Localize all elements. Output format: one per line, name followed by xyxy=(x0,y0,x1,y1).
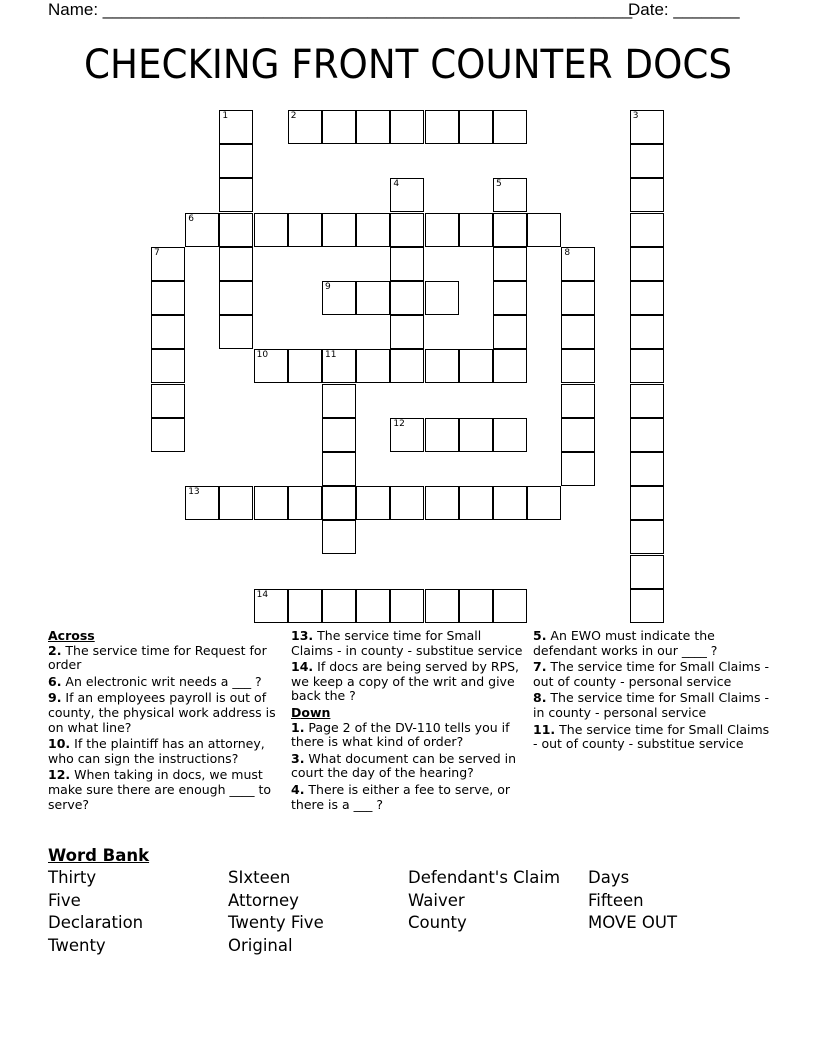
crossword-cell[interactable] xyxy=(630,110,664,144)
crossword-cell[interactable] xyxy=(288,213,322,247)
cell-number: 6 xyxy=(188,213,194,224)
crossword-cell[interactable] xyxy=(322,110,356,144)
date-field[interactable]: Date: _______ xyxy=(628,0,740,19)
crossword-cell[interactable] xyxy=(561,281,595,315)
clues-column-1 xyxy=(48,629,284,814)
crossword-cell[interactable] xyxy=(356,213,390,247)
cell-number: 3 xyxy=(632,111,639,121)
crossword-cell[interactable] xyxy=(185,213,219,247)
crossword-cell[interactable] xyxy=(219,281,253,315)
crossword-cell[interactable] xyxy=(561,247,595,281)
word-bank-item: Five xyxy=(48,891,81,910)
crossword-cell[interactable] xyxy=(322,486,356,520)
clue-across-13: 13. The service time for Small Claims - in county - substitue service xyxy=(291,628,523,658)
word-bank-item: Twenty Five xyxy=(228,913,324,932)
across-heading: Across xyxy=(48,628,95,643)
crossword-cell[interactable] xyxy=(630,418,664,452)
crossword-cell[interactable] xyxy=(459,589,493,623)
crossword-cell[interactable] xyxy=(356,110,390,144)
clue-down-3: 3. What document can be served in court the day of the hearing? xyxy=(291,750,517,781)
cell-number: 5 xyxy=(496,179,502,190)
crossword-cell[interactable] xyxy=(425,213,459,247)
crossword-cell[interactable] xyxy=(356,589,390,623)
clue-across-2: 2. The service time for Request for order xyxy=(48,642,267,673)
crossword-cell[interactable] xyxy=(322,418,356,452)
crossword-cell[interactable] xyxy=(254,486,288,520)
crossword-cell[interactable] xyxy=(390,349,424,383)
crossword-cell[interactable] xyxy=(356,349,390,383)
crossword-cell[interactable] xyxy=(630,486,664,520)
word-bank-title: Word Bank xyxy=(48,846,150,865)
clues-column-2 xyxy=(291,629,527,814)
crossword-cell[interactable] xyxy=(219,178,253,212)
crossword-cell[interactable] xyxy=(390,213,424,247)
word-bank-item: Thirty xyxy=(48,868,97,887)
crossword-cell[interactable] xyxy=(219,486,253,520)
crossword-cell[interactable] xyxy=(185,486,219,520)
clue-across-9: 9. If an employees payroll is out of county, the physical work address is on what line? xyxy=(48,690,276,735)
crossword-cell[interactable] xyxy=(493,315,527,349)
crossword-cell[interactable] xyxy=(151,418,185,452)
word-bank-item: Twenty xyxy=(48,936,106,955)
clue-across-14: 14. If docs are being served by RPS, we keep a copy of the writ and give back the ? xyxy=(291,659,520,704)
clue-down-1: 1. Page 2 of the DV-110 tells you if there is what kind of order? xyxy=(291,719,510,750)
crossword-cell[interactable] xyxy=(151,315,185,349)
crossword-cell[interactable] xyxy=(630,178,664,212)
crossword-cell[interactable] xyxy=(459,349,493,383)
crossword-cell[interactable] xyxy=(630,281,664,315)
crossword-cell[interactable] xyxy=(322,281,356,315)
crossword-cell[interactable] xyxy=(493,247,527,281)
cell-number: 9 xyxy=(325,282,331,292)
cell-number: 10 xyxy=(256,350,269,361)
crossword-cell[interactable] xyxy=(219,110,253,144)
cell-number: 13 xyxy=(188,487,200,498)
crossword-cell[interactable] xyxy=(322,384,356,418)
crossword-cell[interactable] xyxy=(151,384,185,418)
crossword-cell[interactable] xyxy=(390,178,424,212)
crossword-cell[interactable] xyxy=(151,349,185,383)
crossword-cell[interactable] xyxy=(425,589,459,623)
crossword-cell[interactable] xyxy=(390,110,424,144)
crossword-cell[interactable] xyxy=(493,213,527,247)
crossword-cell[interactable] xyxy=(425,418,459,452)
cell-number: 7 xyxy=(154,247,160,258)
crossword-cell[interactable] xyxy=(493,418,527,452)
clue-across-6: 6. An electronic writ needs a ___ ? xyxy=(48,673,262,689)
word-bank-item: SIxteen xyxy=(228,868,291,887)
clue-down-11: 11. The service time for Small Claims - out of county - substitue service xyxy=(533,721,770,752)
word-bank-item: Attorney xyxy=(228,891,299,910)
crossword-cell[interactable] xyxy=(288,110,322,144)
cell-number: 1 xyxy=(222,111,229,121)
word-bank-item: County xyxy=(408,913,467,932)
crossword-cell[interactable] xyxy=(356,486,390,520)
cell-number: 8 xyxy=(564,247,571,258)
crossword-cell[interactable] xyxy=(219,144,253,178)
crossword-cell[interactable] xyxy=(493,589,527,623)
crossword-cell[interactable] xyxy=(254,589,288,623)
crossword-cell[interactable] xyxy=(459,418,493,452)
crossword-cell[interactable] xyxy=(630,349,664,383)
clue-down-4: 4. There is either a fee to serve, or there is a ___ ? xyxy=(291,781,511,812)
word-bank-item: Defendant's Claim xyxy=(408,868,561,887)
crossword-cell[interactable] xyxy=(630,144,664,178)
clues-column-3 xyxy=(533,629,773,754)
crossword-cell[interactable] xyxy=(459,213,493,247)
crossword-cell[interactable] xyxy=(561,418,595,452)
crossword-cell[interactable] xyxy=(356,281,390,315)
crossword-cell[interactable] xyxy=(493,349,527,383)
word-bank-item: Original xyxy=(228,936,293,955)
crossword-cell[interactable] xyxy=(630,247,664,281)
crossword-cell[interactable] xyxy=(390,315,424,349)
crossword-cell[interactable] xyxy=(425,486,459,520)
crossword-cell[interactable] xyxy=(561,349,595,383)
crossword-cell[interactable] xyxy=(630,452,664,486)
crossword-cell[interactable] xyxy=(219,315,253,349)
crossword-cell[interactable] xyxy=(390,486,424,520)
crossword-cell[interactable] xyxy=(322,213,356,247)
cell-number: 12 xyxy=(393,418,405,429)
crossword-cell[interactable] xyxy=(390,589,424,623)
word-bank-item: Days xyxy=(588,868,630,887)
word-bank-item: MOVE OUT xyxy=(588,913,678,932)
crossword-cell[interactable] xyxy=(630,589,664,623)
crossword-cell[interactable] xyxy=(561,452,595,486)
crossword-cell[interactable] xyxy=(390,247,424,281)
crossword-cell[interactable] xyxy=(425,281,459,315)
crossword-cell[interactable] xyxy=(219,213,253,247)
crossword-cell[interactable] xyxy=(493,281,527,315)
crossword-cell[interactable] xyxy=(527,213,561,247)
cell-number: 2 xyxy=(290,111,297,121)
crossword-cell[interactable] xyxy=(630,384,664,418)
crossword-cell[interactable] xyxy=(561,315,595,349)
crossword-cell[interactable] xyxy=(322,589,356,623)
crossword-cell[interactable] xyxy=(151,247,185,281)
crossword-cell[interactable] xyxy=(322,520,356,554)
crossword-cell[interactable] xyxy=(527,486,561,520)
crossword-cell[interactable] xyxy=(493,486,527,520)
crossword-cell[interactable] xyxy=(390,281,424,315)
crossword-cell[interactable] xyxy=(254,213,288,247)
crossword-cell[interactable] xyxy=(459,486,493,520)
word-bank-item: Waiver xyxy=(408,891,465,910)
crossword-cell[interactable] xyxy=(630,213,664,247)
crossword-cell[interactable] xyxy=(288,349,322,383)
crossword-cell[interactable] xyxy=(322,349,356,383)
clue-down-7: 7. The service time for Small Claims - out of county - personal service xyxy=(533,659,769,689)
page-title: CHECKING FRONT COUNTER DOCS xyxy=(84,42,732,88)
down-heading: Down xyxy=(291,704,331,720)
cell-number: 4 xyxy=(393,179,400,190)
cell-number: 11 xyxy=(325,350,337,361)
clue-across-12: 12. When taking in docs, we must make sure there are enough ____ to serve? xyxy=(48,767,272,812)
crossword-cell[interactable] xyxy=(425,110,459,144)
crossword-cell[interactable] xyxy=(493,110,527,144)
crossword-cell[interactable] xyxy=(390,418,424,452)
crossword-cell[interactable] xyxy=(561,384,595,418)
crossword-cell[interactable] xyxy=(459,110,493,144)
crossword-cell[interactable] xyxy=(630,520,664,554)
word-bank-item: Declaration xyxy=(48,913,144,932)
clue-down-8: 8. The service time for Small Claims - in county - personal service xyxy=(533,690,769,720)
crossword-cell[interactable] xyxy=(288,589,322,623)
crossword-cell[interactable] xyxy=(254,349,288,383)
crossword-cell[interactable] xyxy=(493,178,527,212)
crossword-cell[interactable] xyxy=(151,281,185,315)
word-bank-item: Fifteen xyxy=(588,891,644,910)
crossword-cell[interactable] xyxy=(630,315,664,349)
crossword-cell[interactable] xyxy=(425,349,459,383)
crossword-cell[interactable] xyxy=(219,247,253,281)
crossword-cell[interactable] xyxy=(630,555,664,589)
crossword-cell[interactable] xyxy=(288,486,322,520)
name-field[interactable]: Name: ________________________________________________________ xyxy=(48,0,633,19)
clue-down-5: 5. An EWO must indicate the defendant works in our ____ ? xyxy=(533,628,718,658)
crossword-cell[interactable] xyxy=(322,452,356,486)
cell-number: 14 xyxy=(256,589,269,600)
clue-across-10: 10. If the plaintiff has an attorney, who can sign the instructions? xyxy=(48,736,265,766)
